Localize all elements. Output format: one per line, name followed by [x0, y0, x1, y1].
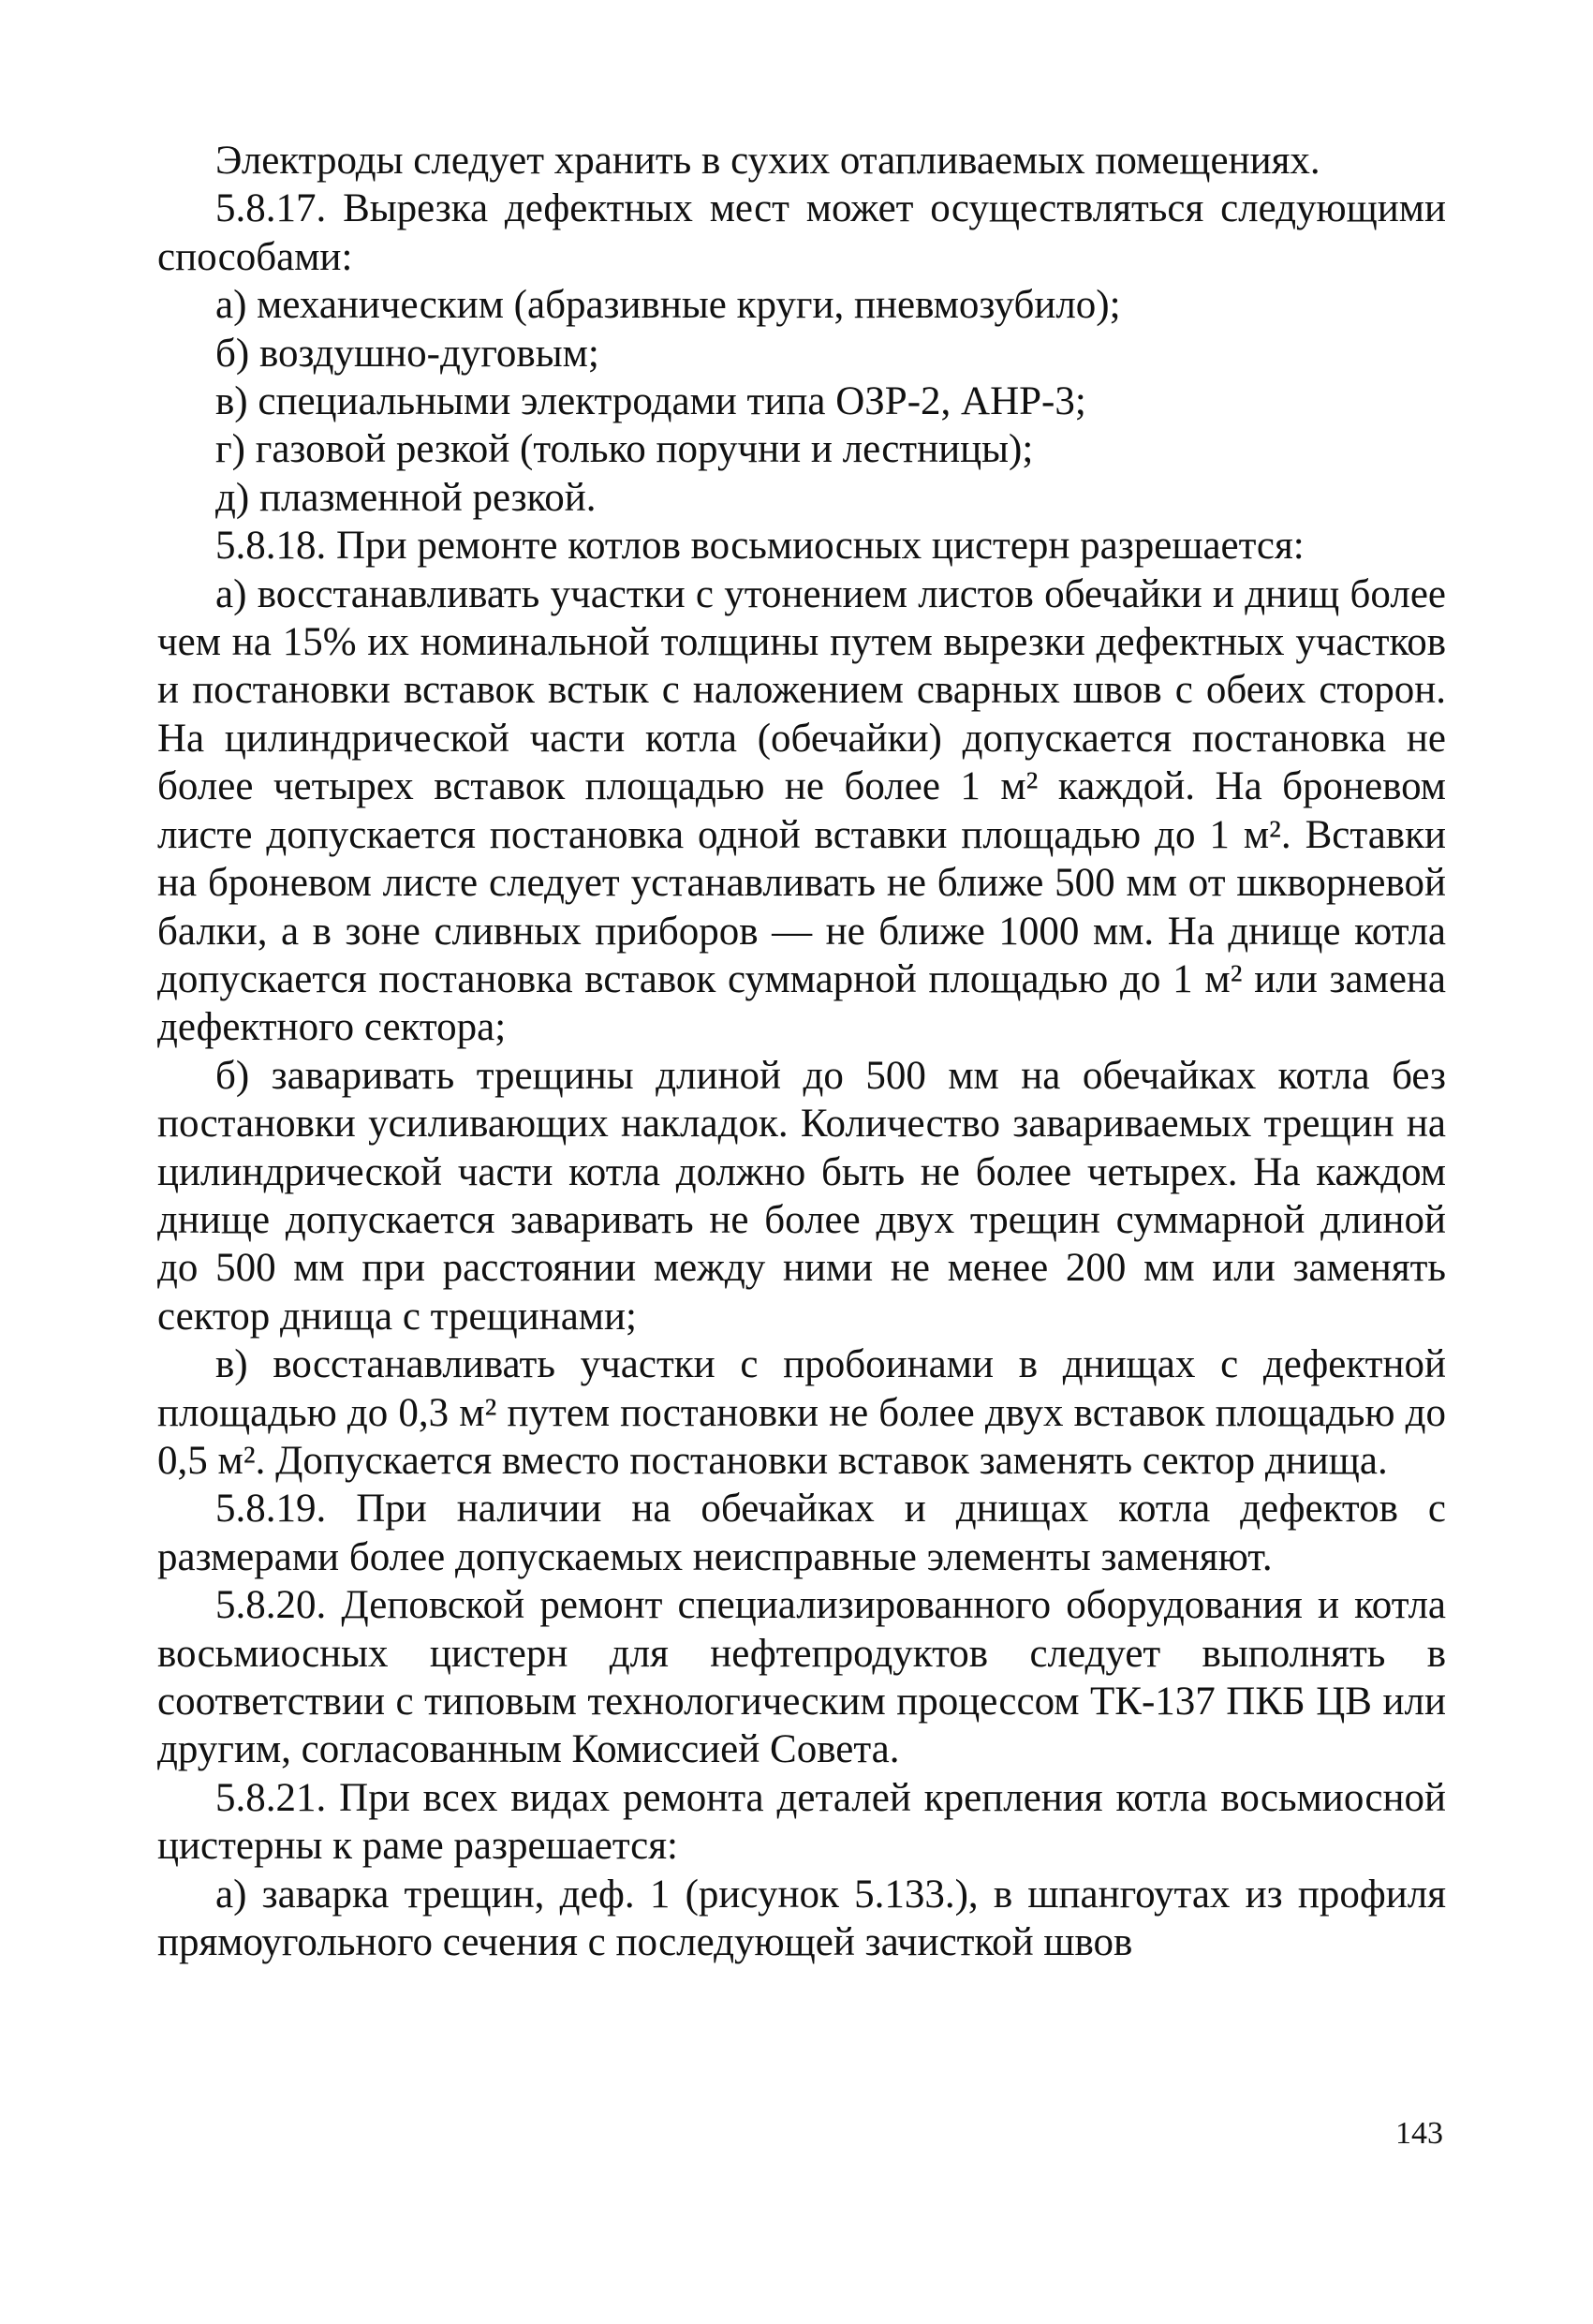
list-item-g-gas-cutting: г) газовой резкой (только поручни и лестницы);: [215, 427, 1034, 472]
list-item-b-weld-cracks: б) заваривать трещины длиной до 500 мм на обечайках котла без постановки усиливающих накладок. Количество завариваемых трещин на цилиндрической части котла должно быть не более четырех. На каждом днище допускается заваривать не более двух трещин суммарной длиной до 500 мм при расстоянии между ними не менее 200 мм или заменять сектор днища с трещинами;: [157, 1053, 1446, 1339]
paragraph-5-8-21: 5.8.21. При всех видах ремонта деталей крепления котла восьмиосной цистерны к раме разрешается:: [157, 1775, 1446, 1869]
list-item-a-mechanical: а) механическим (абразивные круги, пневмозубило);: [215, 283, 1121, 328]
list-item-a-crack-welding: а) заварка трещин, деф. 1 (рисунок 5.133.), в шпангоутах из профиля прямоугольного сечения с последующей зачисткой швов: [157, 1872, 1446, 1965]
paragraph-electrodes-storage: Электроды следует хранить в сухих отапливаемых помещениях.: [215, 139, 1320, 183]
page-number: 143: [1395, 2116, 1443, 2151]
paragraph-5-8-19: 5.8.19. При наличии на обечайках и днищах котла дефектов с размерами более допускаемых неисправные элементы заменяют.: [157, 1487, 1446, 1579]
list-item-d-plasma: д) плазменной резкой.: [215, 475, 597, 520]
paragraph-5-8-20: 5.8.20. Деповской ремонт специализированного оборудования и котла восьмиосных цистерн для нефтепродуктов следует выполнять в соответствии с типовым технологическим процессом ТК-137 ПКБ ЦВ или другим, согласованным Комиссией Совета.: [157, 1583, 1446, 1772]
paragraph-5-8-17: 5.8.17. Вырезка дефектных мест может осуществляться следующими способами:: [157, 186, 1446, 279]
list-item-b-air-arc: б) воздушно-дуговым;: [215, 331, 599, 376]
body-text: [157, 137, 1446, 1966]
list-item-v-electrodes: в) специальными электродами типа ОЗР-2, АНР-3;: [215, 379, 1086, 424]
paragraph-5-8-18: 5.8.18. При ремонте котлов восьмиосных цистерн разрешается:: [215, 524, 1305, 569]
list-item-a-restore-thinning: а) восстанавливать участки с утонением листов обечайки и днищ более чем на 15% их номинальной толщины путем вырезки дефектных участков и постановки вставок встык с наложением сварных швов с обеих сторон. На цилиндрической части котла (обечайки) допускается постановка не более четырех вставок площадью не более 1 м² каждой. На броневом листе допускается постановка одной вставки площадью до 1 м². Вставки на броневом листе следует устанавливать не ближе 500 мм от шкворневой балки, а в зоне сливных приборов — не ближе 1000 мм. На днище котла допускается постановка вставок суммарной площадью до 1 м² или замена дефектного сектора;: [157, 571, 1446, 1050]
list-item-v-restore-holes: в) восстанавливать участки с пробоинами в днищах с дефектной площадью до 0,3 м² путем постановки не более двух вставок площадью до 0,5 м². Допускается вместо постановки вставок заменять сектор днища.: [157, 1342, 1446, 1483]
